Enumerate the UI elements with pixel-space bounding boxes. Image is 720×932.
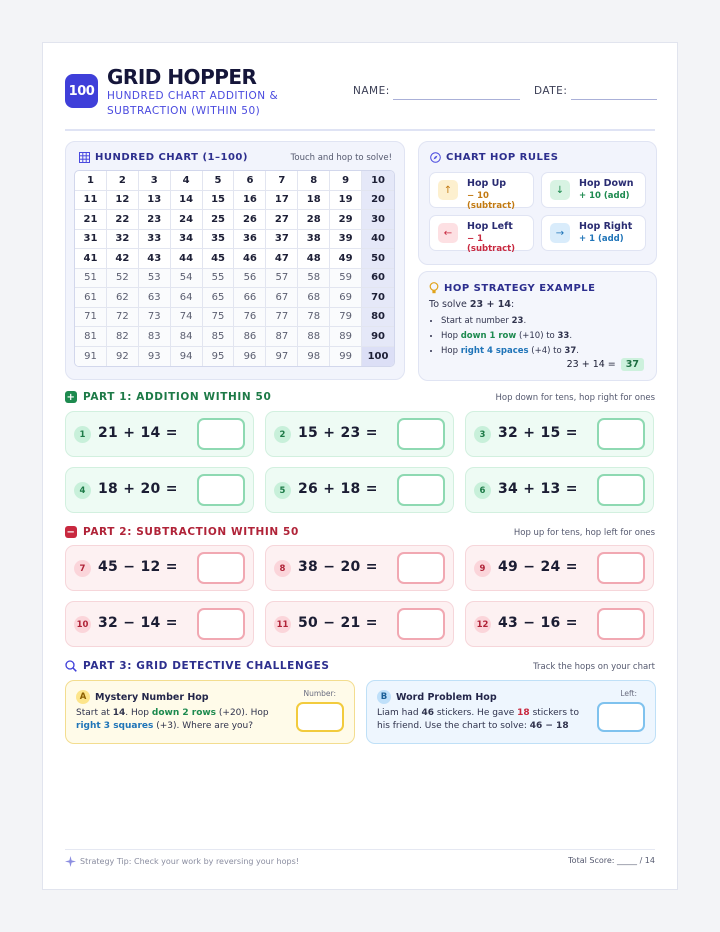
page-title: GRID HOPPER [107,65,257,89]
rule-hop-right [541,215,646,251]
chart-cell[interactable]: 15 [203,191,235,211]
chart-cell[interactable]: 100 [362,347,394,367]
problem-equation: 38 − 20 = [298,559,378,575]
problem-equation: 18 + 20 = [98,481,178,497]
date-line[interactable] [571,99,657,100]
chart-cell[interactable]: 96 [234,347,266,367]
chart-cell[interactable]: 3 [139,171,171,191]
problem-number: 7 [74,560,91,577]
rule-desc: + 1 (add) [579,234,624,244]
chart-cell[interactable]: 33 [139,230,171,250]
part3-title: PART 3: GRID DETECTIVE CHALLENGES [83,660,330,672]
chart-cell[interactable]: 51 [75,269,107,289]
problem-number: 6 [474,482,491,499]
answer-box[interactable] [197,608,245,640]
chart-cell[interactable]: 9 [330,171,362,191]
chart-cell[interactable]: 29 [330,210,362,230]
answer-box[interactable] [197,552,245,584]
chart-cell[interactable]: 28 [298,210,330,230]
chart-cell[interactable]: 7 [266,171,298,191]
chart-cell[interactable]: 6 [234,171,266,191]
chart-cell[interactable]: 78 [298,308,330,328]
worksheet [42,42,678,890]
chart-cell[interactable]: 16 [234,191,266,211]
part1-heading [65,391,271,403]
answer-box[interactable] [397,608,445,640]
chart-cell[interactable]: 31 [75,230,107,250]
chart-cell[interactable]: 58 [298,269,330,289]
challenge-a-card [65,680,355,744]
strategy-answer: 37 [621,358,644,371]
arrow-right-icon: → [550,223,570,243]
chart-cell[interactable]: 80 [362,308,394,328]
chart-cell[interactable]: 65 [203,288,235,308]
chart-cell[interactable]: 61 [75,288,107,308]
problem-number: 8 [274,560,291,577]
strategy-steps [441,316,579,361]
chart-cell[interactable]: 88 [298,327,330,347]
strategy-panel [418,271,657,381]
answer-box[interactable] [197,474,245,506]
strategy-heading [429,282,596,294]
hundred-chart-title: HUNDRED CHART (1–100) [95,152,248,163]
grid-icon [79,152,90,163]
chart-cell[interactable]: 63 [139,288,171,308]
chart-cell[interactable]: 95 [203,347,235,367]
problem-card [465,545,654,591]
rule-desc: − 10 (subtract) [467,191,516,211]
chart-cell[interactable]: 93 [139,347,171,367]
footer-tip [65,856,299,867]
chart-cell[interactable]: 26 [234,210,266,230]
rule-title: Hop Up [467,178,507,189]
challenge-a-text: Start at 14. Hop down 2 rows (+20). Hop right 3 squares (+3). Where are you? [76,708,269,731]
answer-box[interactable] [597,608,645,640]
rule-desc: + 10 (add) [579,191,630,201]
chart-cell[interactable]: 11 [75,191,107,211]
chart-cell[interactable]: 14 [171,191,203,211]
problem-number: 3 [474,426,491,443]
header-divider [65,129,655,131]
chart-cell[interactable]: 72 [107,308,139,328]
chart-cell[interactable]: 67 [266,288,298,308]
footer-tip-text: Strategy Tip: Check your work by reversing your hops! [80,857,299,866]
challenge-b-answer-box[interactable] [597,702,645,732]
problem-number: 10 [74,616,91,633]
chart-cell[interactable]: 75 [203,308,235,328]
problem-equation: 50 − 21 = [298,615,378,631]
chart-cell[interactable]: 5 [203,171,235,191]
problem-card [265,467,454,513]
chart-cell[interactable]: 40 [362,230,394,250]
total-score: Total Score: _____ / 14 [568,856,655,865]
chart-cell[interactable]: 94 [171,347,203,367]
answer-box[interactable] [597,418,645,450]
chart-cell[interactable]: 92 [107,347,139,367]
chart-cell[interactable]: 85 [203,327,235,347]
problem-card [65,411,254,457]
hundred-chart-grid [74,170,395,367]
problem-equation: 45 − 12 = [98,559,178,575]
chart-cell[interactable]: 39 [330,230,362,250]
challenge-a-heading [76,690,209,704]
date-label: DATE: [534,85,568,97]
problem-number: 1 [74,426,91,443]
chart-cell[interactable]: 77 [266,308,298,328]
chart-cell[interactable]: 25 [203,210,235,230]
hundred-chart-note: Touch and hop to solve! [290,153,392,163]
challenge-b-letter: B [377,690,391,704]
chart-cell[interactable]: 70 [362,288,394,308]
chart-cell[interactable]: 35 [203,230,235,250]
chart-cell[interactable]: 68 [298,288,330,308]
rule-hop-left [429,215,534,254]
rule-hop-up [429,172,534,211]
chart-cell[interactable]: 54 [171,269,203,289]
arrow-left-icon: ← [438,223,458,243]
chart-cell[interactable]: 76 [234,308,266,328]
chart-cell[interactable]: 18 [298,191,330,211]
rule-title: Hop Left [467,221,513,232]
chart-cell[interactable]: 90 [362,327,394,347]
strategy-step: • Hop right 4 spaces (+4) to 37. [441,346,579,356]
chart-cell[interactable]: 43 [139,249,171,269]
part3-heading [65,660,330,672]
footer-divider [65,849,655,850]
chart-cell[interactable]: 46 [234,249,266,269]
chart-cell[interactable]: 99 [330,347,362,367]
hundred-chart-panel [65,141,405,380]
plus-icon: + [66,391,76,403]
problem-card [65,467,254,513]
problem-equation: 15 + 23 = [298,425,378,441]
chart-cell[interactable]: 71 [75,308,107,328]
problem-equation: 26 + 18 = [298,481,378,497]
name-label: NAME: [353,85,390,97]
challenge-a-label: Number: [303,689,336,698]
chart-cell[interactable]: 89 [330,327,362,347]
compass-icon [430,152,441,163]
chart-cell[interactable]: 36 [234,230,266,250]
problem-equation: 34 + 13 = [498,481,578,497]
strategy-step: • Hop down 1 row (+10) to 33. [441,331,579,341]
problem-equation: 49 − 24 = [498,559,578,575]
chart-cell[interactable]: 10 [362,171,394,191]
chart-cell[interactable]: 87 [266,327,298,347]
problem-number: 12 [474,616,491,633]
hop-rules-panel [418,141,657,265]
arrow-up-icon: ↑ [438,180,458,200]
problem-number: 4 [74,482,91,499]
challenge-b-card [366,680,656,744]
logo-badge: 100 [65,74,98,108]
hop-rules-title: CHART HOP RULES [446,152,559,163]
chart-cell[interactable]: 38 [298,230,330,250]
chart-cell[interactable]: 45 [203,249,235,269]
minus-icon: − [66,526,76,538]
chart-cell[interactable]: 52 [107,269,139,289]
chart-cell[interactable]: 84 [171,327,203,347]
hundred-chart-heading [79,152,248,163]
problem-number: 9 [474,560,491,577]
problem-card [465,411,654,457]
arrow-down-icon: ↓ [550,180,570,200]
problem-equation: 32 − 14 = [98,615,178,631]
chart-cell[interactable]: 81 [75,327,107,347]
chart-cell[interactable]: 8 [298,171,330,191]
problem-number: 11 [274,616,291,633]
problem-card [465,601,654,647]
problem-card [65,545,254,591]
chart-cell[interactable]: 44 [171,249,203,269]
sparkle-icon [65,856,76,867]
chart-cell[interactable]: 66 [234,288,266,308]
chart-cell[interactable]: 24 [171,210,203,230]
problem-card [65,601,254,647]
part2-note: Hop up for tens, hop left for ones [513,528,655,538]
chart-cell[interactable]: 82 [107,327,139,347]
answer-box[interactable] [597,474,645,506]
chart-cell[interactable]: 13 [139,191,171,211]
answer-box[interactable] [197,418,245,450]
challenge-a-answer-box[interactable] [296,702,344,732]
chart-cell[interactable]: 37 [266,230,298,250]
chart-cell[interactable]: 98 [298,347,330,367]
part1-title: PART 1: ADDITION WITHIN 50 [83,391,272,403]
chart-cell[interactable]: 21 [75,210,107,230]
rule-title: Hop Down [579,178,634,189]
chart-cell[interactable]: 32 [107,230,139,250]
chart-cell[interactable]: 34 [171,230,203,250]
chart-cell[interactable]: 41 [75,249,107,269]
part3-note: Track the hops on your chart [533,662,655,672]
lightbulb-icon [429,282,439,294]
chart-cell[interactable]: 74 [171,308,203,328]
magnifier-icon [65,660,77,672]
chart-cell[interactable]: 42 [107,249,139,269]
chart-cell[interactable]: 60 [362,269,394,289]
challenge-b-title: Word Problem Hop [396,691,497,703]
chart-cell[interactable]: 91 [75,347,107,367]
rule-hop-down [541,172,646,208]
problem-equation: 32 + 15 = [498,425,578,441]
chart-cell[interactable]: 30 [362,210,394,230]
problem-card [465,467,654,513]
chart-cell[interactable]: 48 [298,249,330,269]
chart-cell[interactable]: 53 [139,269,171,289]
rule-title: Hop Right [579,221,633,232]
challenge-b-heading [377,690,497,704]
strategy-expression: 23 + 14 [469,299,511,310]
part1-note: Hop down for tens, hop right for ones [495,393,655,403]
chart-cell[interactable]: 97 [266,347,298,367]
chart-cell[interactable]: 47 [266,249,298,269]
part2-title: PART 2: SUBTRACTION WITHIN 50 [83,526,299,538]
strategy-title: HOP STRATEGY EXAMPLE [444,282,596,294]
chart-cell[interactable]: 69 [330,288,362,308]
name-line[interactable] [393,99,520,100]
chart-cell[interactable]: 59 [330,269,362,289]
chart-cell[interactable]: 62 [107,288,139,308]
chart-cell[interactable]: 12 [107,191,139,211]
rule-desc: − 1 (subtract) [467,234,516,254]
chart-cell[interactable]: 4 [171,171,203,191]
answer-box[interactable] [397,552,445,584]
chart-cell[interactable]: 86 [234,327,266,347]
problem-equation: 21 + 14 = [98,425,178,441]
challenge-a-title: Mystery Number Hop [95,691,209,703]
chart-cell[interactable]: 56 [234,269,266,289]
chart-cell[interactable]: 1 [75,171,107,191]
problem-equation: 43 − 16 = [498,615,578,631]
chart-cell[interactable]: 55 [203,269,235,289]
problem-card [265,411,454,457]
chart-cell[interactable]: 2 [107,171,139,191]
chart-cell[interactable]: 22 [107,210,139,230]
chart-cell[interactable]: 64 [171,288,203,308]
challenge-b-text: Liam had 46 stickers. He gave 18 stickers to his friend. Use the chart to solve: 46 − 18 [377,708,579,731]
chart-cell[interactable]: 17 [266,191,298,211]
problem-number: 5 [274,482,291,499]
challenge-a-letter: A [76,690,90,704]
chart-cell[interactable]: 57 [266,269,298,289]
chart-cell[interactable]: 79 [330,308,362,328]
chart-cell[interactable]: 49 [330,249,362,269]
problem-card [265,545,454,591]
chart-cell[interactable]: 23 [139,210,171,230]
part2-heading [65,526,299,538]
strategy-result: 23 + 14 = 37 [567,358,644,371]
page-subtitle: HUNDRED CHART ADDITION & SUBTRACTION (WITHIN 50) [107,90,279,117]
answer-box[interactable] [397,474,445,506]
problem-card [265,601,454,647]
strategy-intro: To solve 23 + 14: [429,299,515,310]
chart-cell[interactable]: 50 [362,249,394,269]
problem-number: 2 [274,426,291,443]
chart-cell[interactable]: 19 [330,191,362,211]
challenge-b-label: Left: [620,689,637,698]
hop-rules-heading [430,152,558,163]
chart-cell[interactable]: 73 [139,308,171,328]
strategy-step: • Start at number 23. [441,316,579,326]
answer-box[interactable] [597,552,645,584]
chart-cell[interactable]: 83 [139,327,171,347]
chart-cell[interactable]: 20 [362,191,394,211]
answer-box[interactable] [397,418,445,450]
chart-cell[interactable]: 27 [266,210,298,230]
